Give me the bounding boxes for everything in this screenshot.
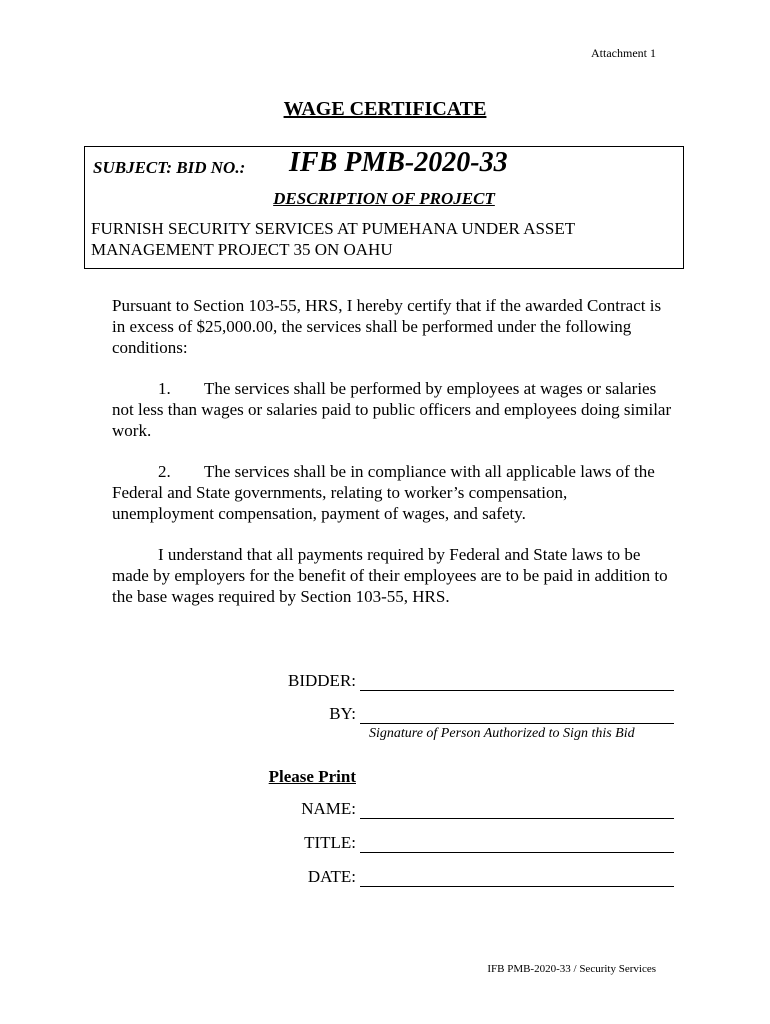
date-row bbox=[0, 867, 770, 891]
title-label: TITLE: bbox=[304, 833, 356, 852]
description-heading: DESCRIPTION OF PROJECT bbox=[273, 189, 495, 208]
condition-1-text: The services shall be performed by employees at wages or salaries not less than wages or salaries paid to public officers and employees doing similar work. bbox=[112, 379, 672, 440]
by-label: BY: bbox=[329, 704, 356, 723]
please-print-heading: Please Print bbox=[268, 767, 356, 786]
footer-text: IFB PMB-2020-33 / Security Services bbox=[487, 963, 656, 975]
bidder-row bbox=[0, 671, 770, 695]
condition-2-paragraph bbox=[112, 461, 672, 524]
subject-label: SUBJECT: BID NO.: bbox=[93, 158, 246, 177]
name-label: NAME: bbox=[301, 799, 356, 818]
date-label: DATE: bbox=[307, 867, 356, 886]
bidder-label: BIDDER: bbox=[288, 671, 356, 690]
attachment-label: Attachment 1 bbox=[591, 46, 656, 60]
date-field[interactable] bbox=[360, 886, 674, 887]
condition-2-text: The services shall be in compliance with all applicable laws of the Federal and State governments, relating to worker’s compensation, unemployment compensation, payment of wages, and safety. bbox=[112, 462, 655, 523]
name-field[interactable] bbox=[360, 818, 674, 819]
condition-1-number: 1. bbox=[158, 379, 171, 398]
document-title: WAGE CERTIFICATE bbox=[283, 98, 487, 120]
title-row bbox=[0, 833, 770, 857]
subject-box bbox=[84, 146, 684, 269]
condition-1-paragraph bbox=[112, 378, 672, 441]
intro-paragraph: Pursuant to Section 103-55, HRS, I hereby certify that if the awarded Contract is in excess of $25,000.00, the services shall be performed under the following conditions: bbox=[112, 296, 662, 357]
name-row bbox=[0, 799, 770, 823]
by-row bbox=[0, 704, 770, 728]
bidder-field[interactable] bbox=[360, 690, 674, 691]
signature-caption: Signature of Person Authorized to Sign this Bid bbox=[369, 726, 635, 741]
project-description: FURNISH SECURITY SERVICES AT PUMEHANA UNDER ASSET MANAGEMENT PROJECT 35 ON OAHU bbox=[91, 219, 575, 259]
understanding-paragraph bbox=[112, 544, 672, 607]
understanding-text: I understand that all payments required by Federal and State laws to be made by employers for the benefit of their employees are to be paid in addition to the base wages required by Section 103-55, HRS. bbox=[112, 545, 668, 606]
title-field[interactable] bbox=[360, 852, 674, 853]
bid-number: IFB PMB-2020-33 bbox=[289, 147, 508, 178]
signature-field[interactable] bbox=[360, 723, 674, 724]
condition-2-number: 2. bbox=[158, 462, 171, 481]
